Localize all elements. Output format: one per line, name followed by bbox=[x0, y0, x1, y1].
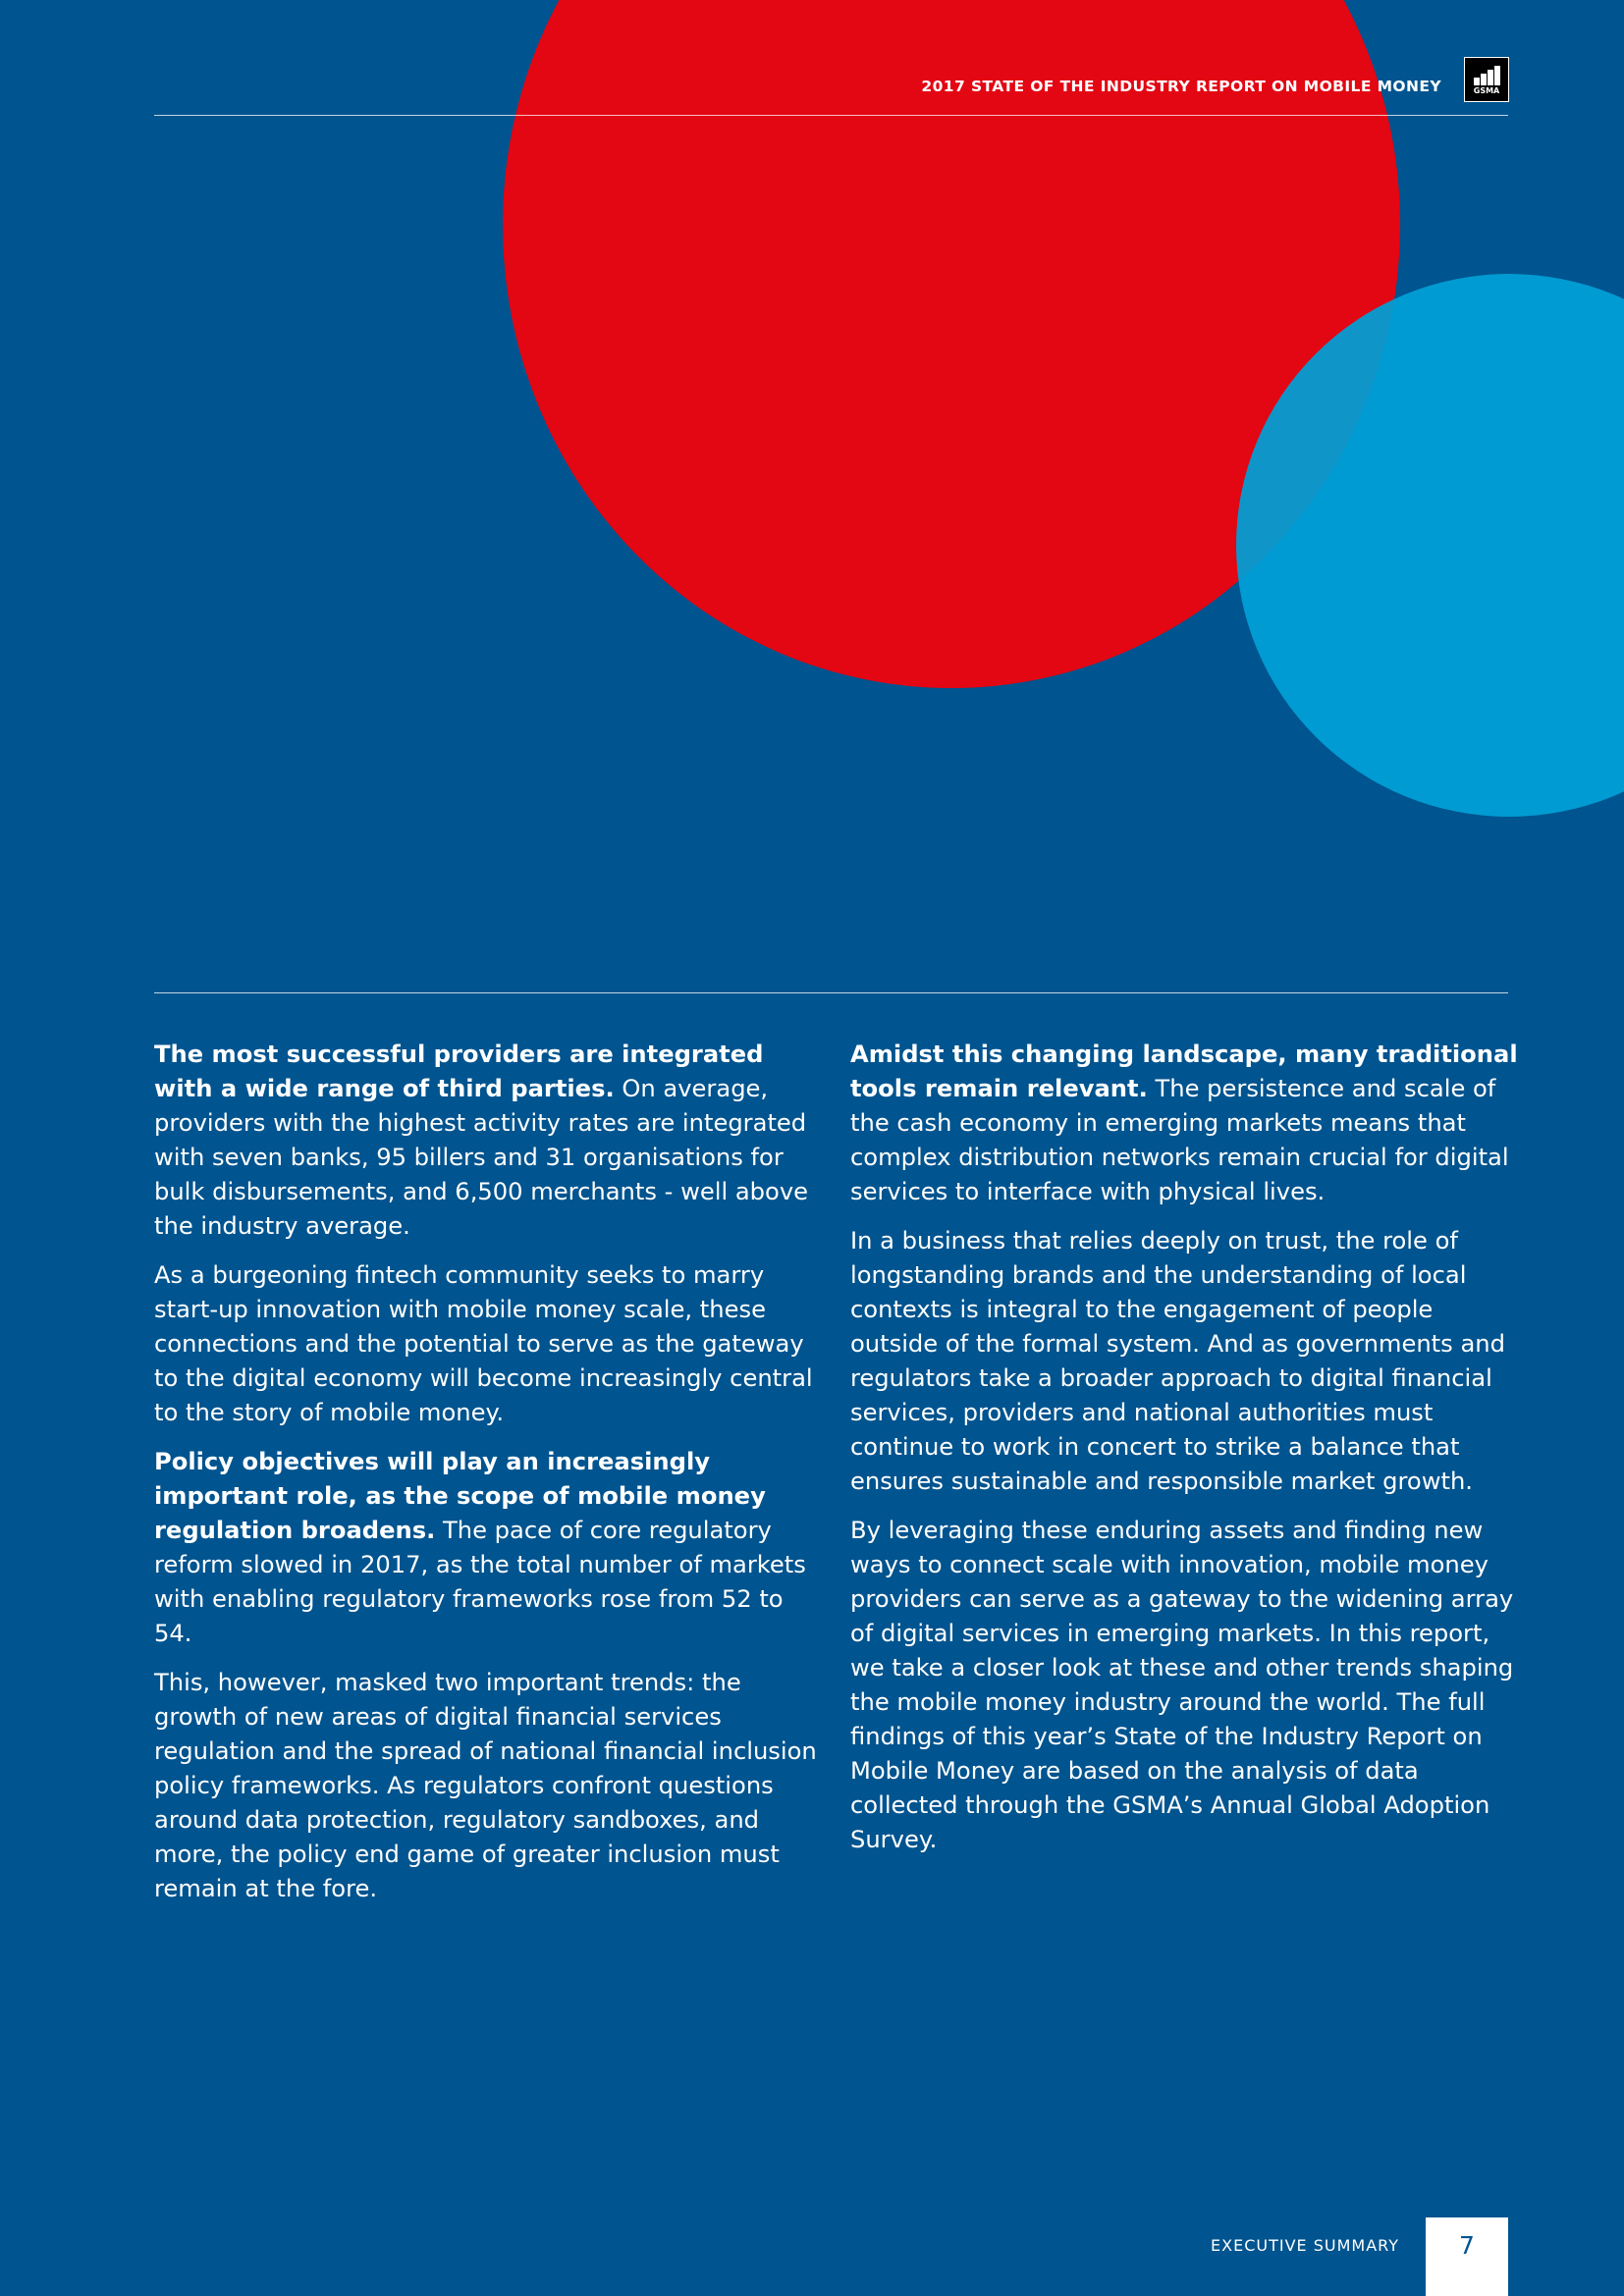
gsma-logo bbox=[1464, 57, 1509, 102]
paragraph-text: By leveraging these enduring assets and finding new ways to connect scale with innovation, mobile money providers can serve as a gateway to the widening array of digital services in emerging markets. In this report, we take a closer look at these and other trends shaping the mobile money industry around the world. The full findings of this year’s State of the Industry Report on Mobile Money are based on the analysis of data collected through the GSMA’s Annual Global Adoption Survey. bbox=[850, 1517, 1514, 1853]
page-number: 7 bbox=[1426, 2217, 1508, 2296]
paragraph bbox=[154, 1038, 822, 1244]
content-divider bbox=[154, 992, 1508, 993]
paragraph bbox=[850, 1514, 1518, 1857]
paragraph-text: The pace of core regulatory reform slowed in 2017, as the total number of markets with enabling regulatory frameworks rose from 52 to 54. bbox=[154, 1517, 806, 1647]
paragraph bbox=[850, 1224, 1518, 1499]
paragraph-lead: Policy objectives will play an increasingly important role, as the scope of mobile money regulation broadens. bbox=[154, 1448, 766, 1544]
signal-bars-icon bbox=[1474, 66, 1501, 85]
gsma-logo-text: GSMA bbox=[1473, 86, 1500, 95]
header-divider bbox=[154, 115, 1508, 116]
paragraph-text: On average, providers with the highest activity rates are integrated with seven banks, 95 billers and 31 organisations for bulk disbursements, and 6,500 merchants - well above the industry average. bbox=[154, 1075, 809, 1240]
paragraph-text: As a burgeoning fintech community seeks to marry start-up innovation with mobile money scale, these connections and the potential to serve as the gateway to the digital economy will become increasingly central to the story of mobile money. bbox=[154, 1261, 813, 1426]
paragraph-text: In a business that relies deeply on trust, the role of longstanding brands and the understanding of local contexts is integral to the engagement of people outside of the formal system. And as governments and regulators take a broader approach to digital financial services, providers and national authorities must continue to work in concert to strike a balance that ensures sustainable and responsible market growth. bbox=[850, 1227, 1505, 1495]
paragraph bbox=[154, 1258, 822, 1430]
paragraph bbox=[154, 1445, 822, 1651]
left-text-column bbox=[154, 1038, 822, 1921]
right-text-column bbox=[850, 1038, 1518, 1872]
paragraph-text: The persistence and scale of the cash economy in emerging markets means that complex distribution networks remain crucial for digital services to interface with physical lives. bbox=[850, 1075, 1509, 1205]
footer-section-label: EXECUTIVE SUMMARY bbox=[1211, 2236, 1399, 2255]
paragraph bbox=[154, 1666, 822, 1906]
paragraph-lead: The most successful providers are integrated with a wide range of third parties. bbox=[154, 1041, 764, 1102]
paragraph-text: This, however, masked two important trends: the growth of new areas of digital financial services regulation and the spread of national financial inclusion policy frameworks. As regulators confront questions around data protection, regulatory sandboxes, and more, the policy end game of greater inclusion must remain at the fore. bbox=[154, 1669, 817, 1902]
paragraph-lead: Amidst this changing landscape, many traditional tools remain relevant. bbox=[850, 1041, 1518, 1102]
paragraph bbox=[850, 1038, 1518, 1209]
report-title-header: 2017 STATE OF THE INDUSTRY REPORT ON MOBILE MONEY bbox=[921, 78, 1441, 95]
